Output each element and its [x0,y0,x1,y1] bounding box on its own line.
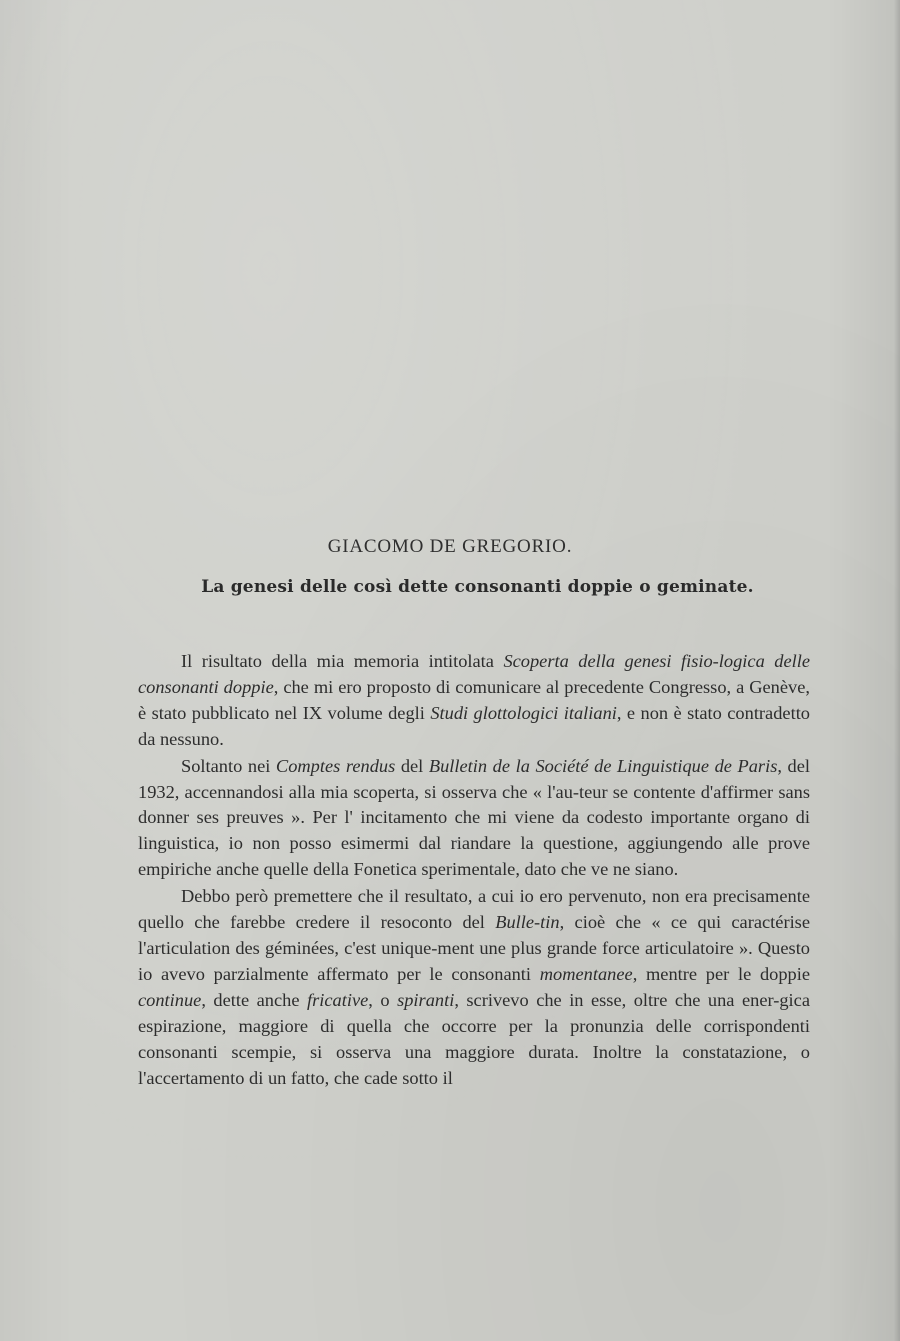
text-run: Il risultato della mia memoria intitolata [181,651,504,671]
article-title: La genesi delle così dette consonanti doppie o geminate. [201,577,754,597]
italic-title: Comptes rendus [275,755,396,776]
italic-title: Bulle-tin [495,912,560,933]
text-run: , cioè che « ce qui caractérise l'articulation des géminées, c'est unique-ment une plus grande force articulatoire ». Questo io avevo parzialmente affermato per le consonanti [138,912,810,984]
text-run: , che mi ero proposto di comunicare al precedente Congresso, a Genève, è stato pubblicato nel IX volume degli [138,676,810,723]
italic-term: spiranti [397,989,455,1010]
paragraph-1 [138,649,810,753]
italic-title: Studi glottologici italiani [430,702,617,723]
italic-title: Scoperta della genesi fisio-logica delle consonanti doppie [138,651,810,697]
italic-term: fricative [307,989,369,1010]
italic-term: continue [138,989,202,1010]
text-run: Soltanto nei [181,755,276,776]
article-body [138,649,810,1091]
paragraph-2 [138,754,810,884]
text-run: Debbo però premettere che il resultato, a cui io ero pervenuto, non era precisamente quello che farebbe credere il resoconto del [138,886,810,933]
author-name: GIACOMO DE GREGORIO. [327,536,573,557]
page-edge-shadow [894,0,900,1341]
text-run: , o [368,989,398,1010]
text-run: , dette anche [201,989,308,1010]
text-run: , e non è stato contradetto da nessuno. [138,702,810,749]
text-run: , scrivevo che in esse, oltre che una ener-gica espirazione, maggiore di quella che occorre per la pronunzia delle corrispondenti consonanti scempie, si osserva una maggiore durata. Inoltre la constatazione, o l'accertamento di un fatto, che cade sotto il [138,989,810,1088]
text-run: , mentre per le doppie [632,963,810,984]
italic-term: momentanee [539,963,633,984]
text-run: , del 1932, accennandosi alla mia scoperta, si osserva che « l'au-teur se contente d'affirmer sans donner ses preuves ». Per l' incitamento che mi viene da codesto importante organo di linguistica, io non posso esimermi dal riandare la questione, aggiungendo alle prove empiriche anche quelle della Fonetica sperimentale, dato che ve ne siano. [138,755,810,880]
text-run: del [395,755,429,776]
italic-title: Bulletin de la Société de Linguistique de Paris [428,755,778,776]
paragraph-3 [138,884,810,1091]
